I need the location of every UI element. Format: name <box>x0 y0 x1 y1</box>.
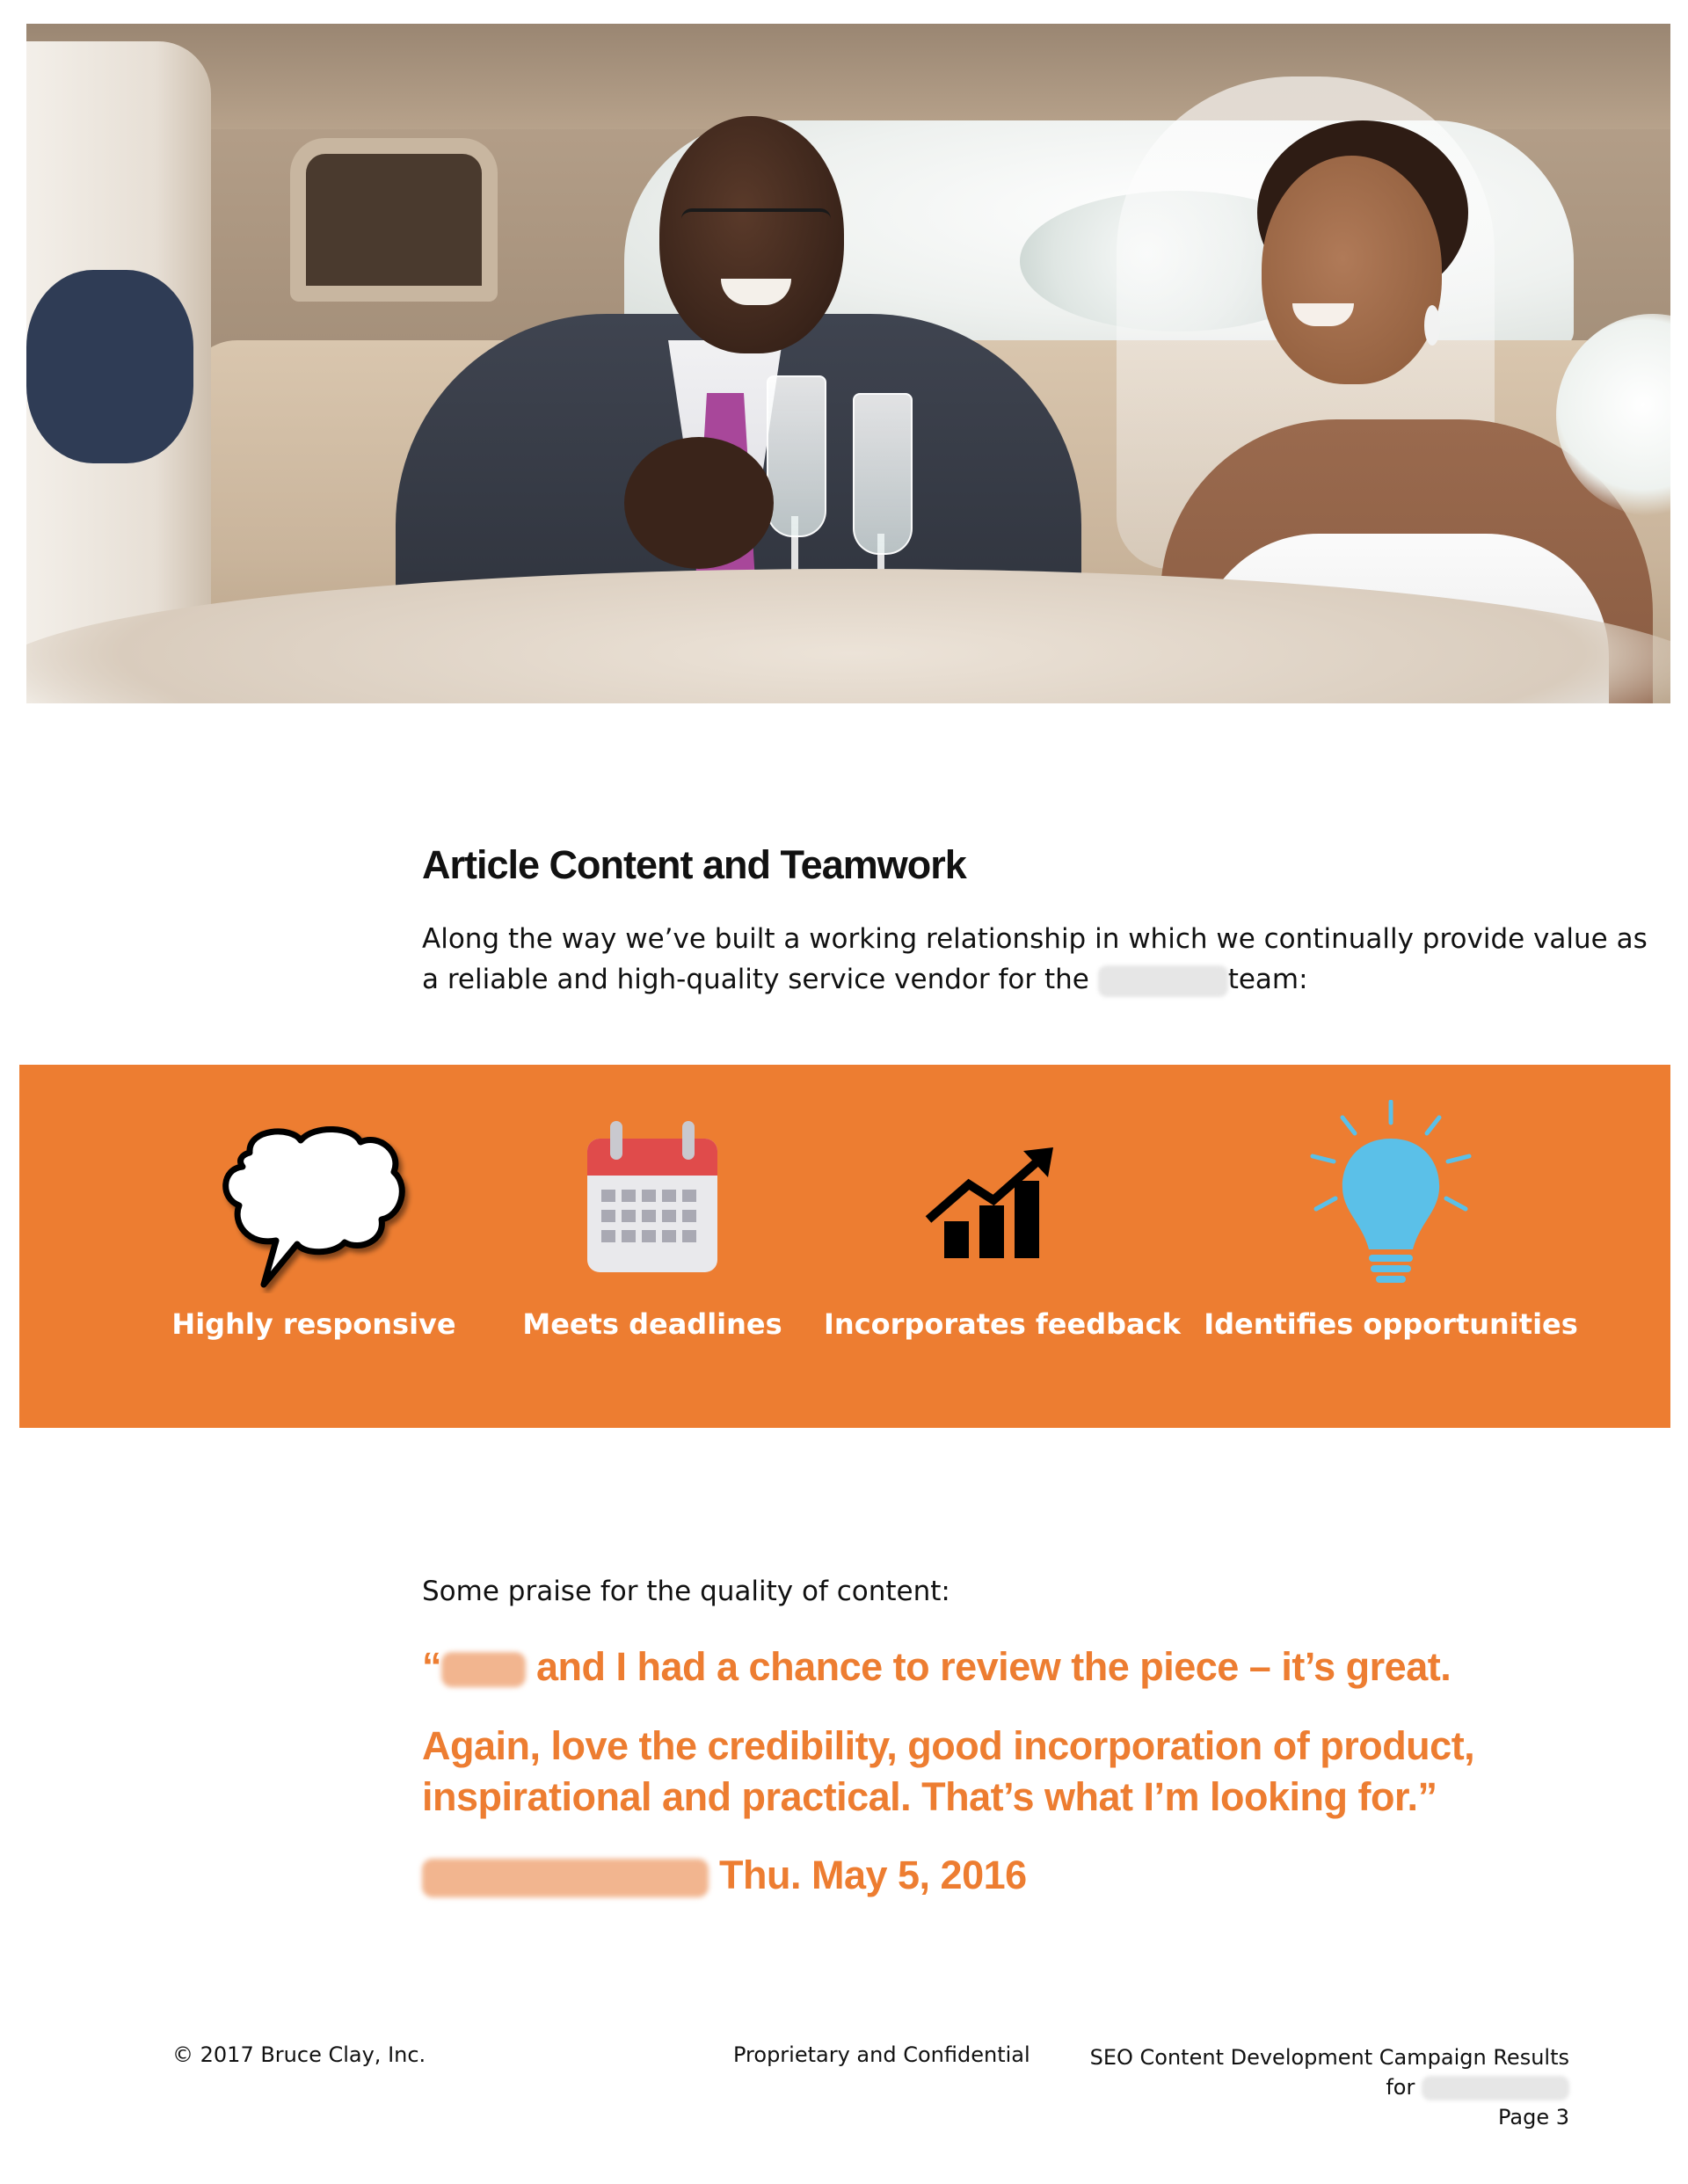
speech-bubble-icon <box>213 1117 415 1298</box>
hero-photo <box>26 24 1670 703</box>
testimonial-date: Thu. May 5, 2016 <box>719 1853 1027 1897</box>
footer-report-info <box>1090 2042 1569 2132</box>
testimonial-quote-lines-2-3 <box>422 1721 1474 1823</box>
redacted-author-name <box>422 1859 709 1897</box>
praise-intro: Some praise for the quality of content: <box>422 1576 950 1607</box>
champagne-glass <box>767 375 826 537</box>
quote-text: Again, love the credibility, good incorporation of product, <box>422 1723 1475 1768</box>
testimonial-quote-line-1 <box>422 1642 1451 1693</box>
redacted-client-name <box>1098 965 1228 997</box>
bride-head <box>1262 156 1442 384</box>
quote-text: and I had a chance to review the piece – it’s great. <box>536 1644 1452 1689</box>
bride-earring <box>1424 305 1440 346</box>
groom-hand <box>624 437 774 569</box>
redacted-reviewer-name <box>441 1652 526 1687</box>
footer-copyright: © 2017 Bruce Clay, Inc. <box>172 2042 426 2067</box>
footer-confidential: Proprietary and Confidential <box>733 2042 1030 2067</box>
redacted-client-domain <box>1422 2076 1569 2100</box>
intro-line-1: Along the way we’ve built a working relationship in which we continually provide value as <box>422 923 1648 955</box>
feature-meets-deadlines <box>507 1065 797 1428</box>
testimonial-attribution <box>422 1850 1027 1901</box>
feature-label: Meets deadlines <box>522 1307 782 1341</box>
groom-glasses <box>681 208 831 247</box>
footer-report-title: SEO Content Development Campaign Results <box>1089 2045 1569 2070</box>
chauffeur-arm <box>26 270 193 463</box>
footer-page-number: Page 3 <box>1498 2105 1569 2129</box>
car-side-window <box>290 138 498 302</box>
intro-line-2-start: a reliable and high-quality service vendor for the <box>422 964 1089 995</box>
calendar-icon <box>582 1119 723 1282</box>
growth-chart-icon <box>925 1146 1057 1264</box>
feature-highly-responsive <box>164 1065 463 1428</box>
lightbulb-icon <box>1307 1100 1474 1298</box>
features-band <box>19 1065 1670 1428</box>
feature-identifies-opportunities <box>1197 1065 1584 1428</box>
champagne-glass <box>853 393 913 555</box>
footer-for-label: for <box>1386 2075 1415 2100</box>
intro-line-2-end: team: <box>1227 964 1308 995</box>
feature-label: Identifies opportunities <box>1204 1307 1578 1341</box>
footer-for-line <box>1090 2072 1569 2102</box>
quote-open-mark: “ <box>422 1644 441 1689</box>
section-title: Article Content and Teamwork <box>422 842 966 887</box>
quote-text: inspirational and practical. That’s what I’m looking for.” <box>422 1774 1437 1819</box>
feature-label: Incorporates feedback <box>824 1307 1181 1341</box>
feature-label: Highly responsive <box>171 1307 456 1341</box>
feature-incorporates-feedback <box>824 1065 1181 1428</box>
intro-paragraph <box>422 919 1670 1000</box>
